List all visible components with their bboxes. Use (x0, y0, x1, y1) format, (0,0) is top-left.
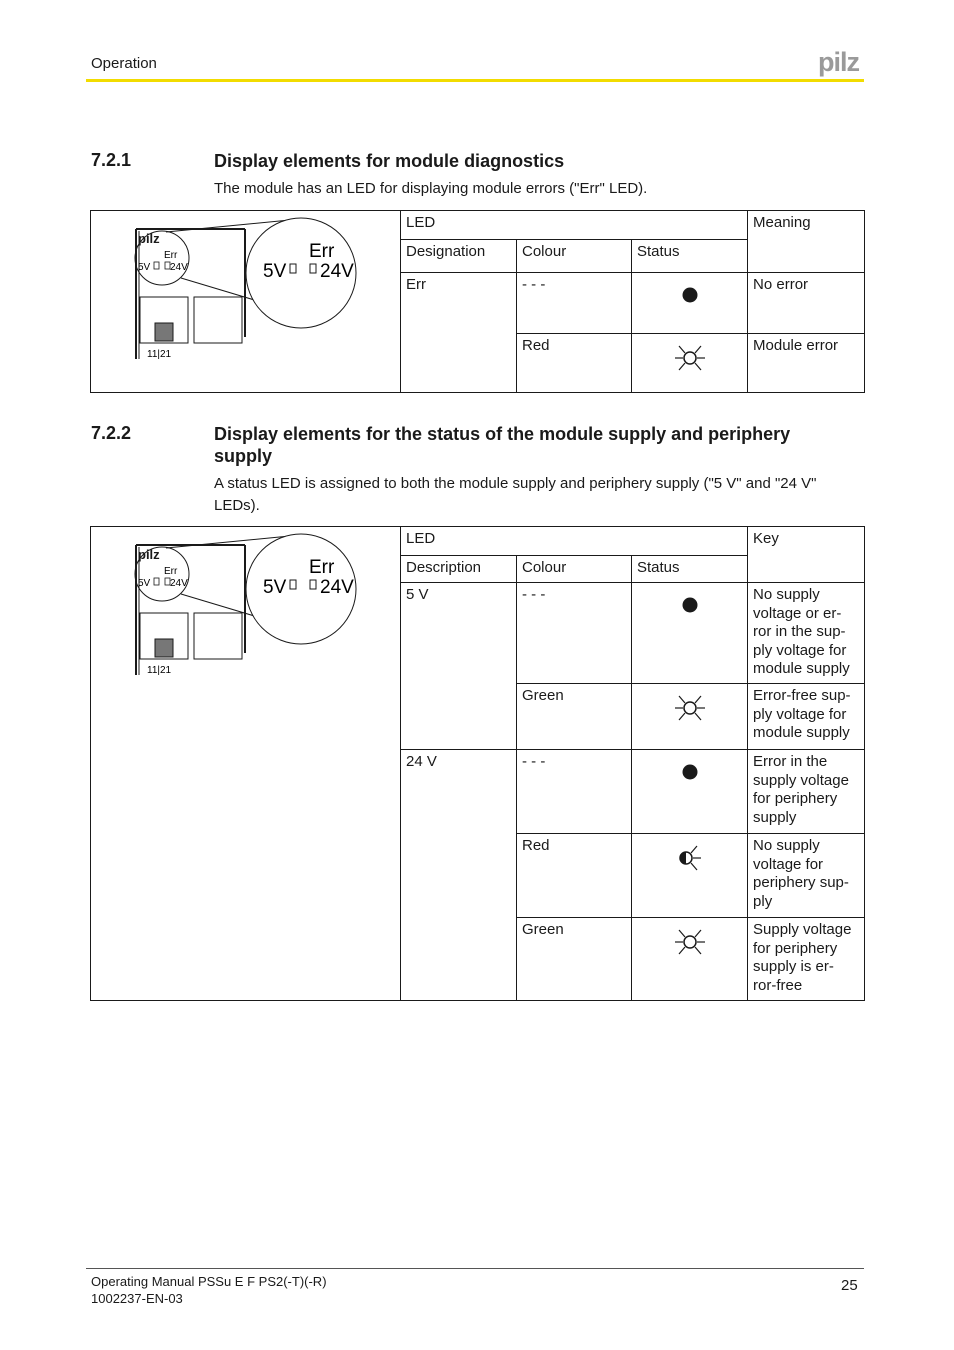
key-line: supply (753, 808, 797, 826)
section-intro: The module has an LED for displaying module errors ("Err" LED). (214, 180, 648, 197)
meaning-cell: No error (748, 273, 865, 334)
key-line: ply voltage for (753, 705, 847, 723)
col-designation: Designation (401, 240, 517, 273)
pilz-logo: pilz (818, 47, 859, 77)
key-line: module supply (753, 724, 850, 741)
page-number: 25 (841, 1277, 858, 1294)
small-24v-label: 24V (170, 578, 188, 589)
key-cell (748, 834, 865, 918)
col-colour: Colour (517, 556, 632, 583)
section-intro-line1: A status LED is assigned to both the module supply and periphery supply ("5 V" and "24 V" (214, 475, 817, 492)
section-number: 7.2.1 (91, 150, 132, 170)
footer-rule (86, 1268, 864, 1269)
section-title-line1: Display elements for the status of the module supply and periphery (214, 424, 791, 444)
colour-cell: - - - (517, 273, 632, 334)
key-cell (748, 684, 865, 750)
key-line: Supply voltage (753, 921, 852, 938)
led-off-icon (672, 759, 708, 785)
header-section-title: Operation (91, 55, 157, 72)
led-on-icon (672, 693, 708, 723)
key-line: No supply (753, 586, 820, 603)
led-table-supply-status (90, 526, 865, 1001)
led-on-icon (672, 927, 708, 957)
col-status: Status (632, 240, 748, 273)
section-title-line2: supply (214, 446, 273, 466)
key-cell (748, 918, 865, 1001)
module-led-figure (91, 211, 381, 386)
key-line: for periphery (753, 790, 838, 807)
led-flashing-icon (672, 843, 708, 873)
led-header: LED (401, 527, 748, 556)
module-led-figure (91, 527, 381, 702)
large-5v-label: 5V (263, 577, 287, 598)
led-off-icon (672, 592, 708, 618)
key-line: ply (753, 892, 773, 910)
section-title: Display elements for module diagnostics (214, 151, 565, 171)
key-line: ply voltage for (753, 641, 847, 659)
colour-cell: Green (517, 918, 632, 1001)
large-24v-label: 24V (320, 577, 354, 598)
key-line: voltage for (753, 855, 824, 873)
section-intro-line2: LEDs). (214, 497, 260, 514)
key-cell (748, 750, 865, 834)
led-off-icon (672, 282, 708, 308)
key-line: Error in the (753, 753, 828, 770)
description-cell: 5 V (401, 583, 517, 750)
key-line: periphery sup- (753, 874, 849, 891)
small-logo: pilz (138, 547, 160, 562)
designation-cell: Err (401, 273, 517, 393)
large-err-label: Err (309, 557, 335, 578)
key-header: Key (748, 527, 865, 583)
large-err-label: Err (309, 241, 335, 262)
key-line: for periphery (753, 939, 838, 957)
key-line: module supply (753, 660, 850, 677)
section-number: 7.2.2 (91, 423, 132, 443)
colour-cell: Red (517, 334, 632, 393)
small-5v-label: 5V (138, 262, 151, 273)
partial-label: 11|21 (147, 349, 172, 360)
led-header: LED (401, 211, 748, 240)
led-on-icon (672, 343, 708, 373)
description-cell: 24 V (401, 750, 517, 1001)
small-err-label: Err (164, 250, 178, 261)
colour-cell: - - - (517, 583, 632, 684)
col-colour: Colour (517, 240, 632, 273)
meaning-cell: Module error (748, 334, 865, 393)
key-line: voltage or er- (753, 604, 842, 622)
key-line: No supply (753, 837, 820, 854)
module-figure-cell (91, 211, 401, 393)
colour-cell: - - - (517, 750, 632, 834)
col-status: Status (632, 556, 748, 583)
key-line: supply is er- (753, 958, 834, 975)
key-line: supply voltage (753, 771, 849, 789)
key-cell (748, 583, 865, 684)
small-logo: pilz (138, 231, 160, 246)
small-err-label: Err (164, 566, 178, 577)
led-table-module-diagnostics (90, 210, 865, 393)
footer-manual-title: Operating Manual PSSu E F PS2(-T)(-R) (91, 1274, 327, 1289)
module-diagram (91, 211, 391, 391)
col-description: Description (401, 556, 517, 583)
key-line: Error-free sup- (753, 687, 851, 704)
module-figure-cell (91, 527, 401, 1001)
large-5v-label: 5V (263, 261, 287, 282)
header-rule (86, 79, 864, 82)
small-5v-label: 5V (138, 578, 151, 589)
key-line: ror in the sup- (753, 623, 846, 640)
footer-doc-number: 1002237-EN-03 (91, 1291, 183, 1306)
key-line: ror-free (753, 976, 803, 994)
colour-cell: Green (517, 684, 632, 750)
module-diagram (91, 527, 391, 707)
colour-cell: Red (517, 834, 632, 918)
large-24v-label: 24V (320, 261, 354, 282)
meaning-header: Meaning (748, 211, 865, 273)
small-24v-label: 24V (170, 262, 188, 273)
partial-label: 11|21 (147, 665, 172, 676)
